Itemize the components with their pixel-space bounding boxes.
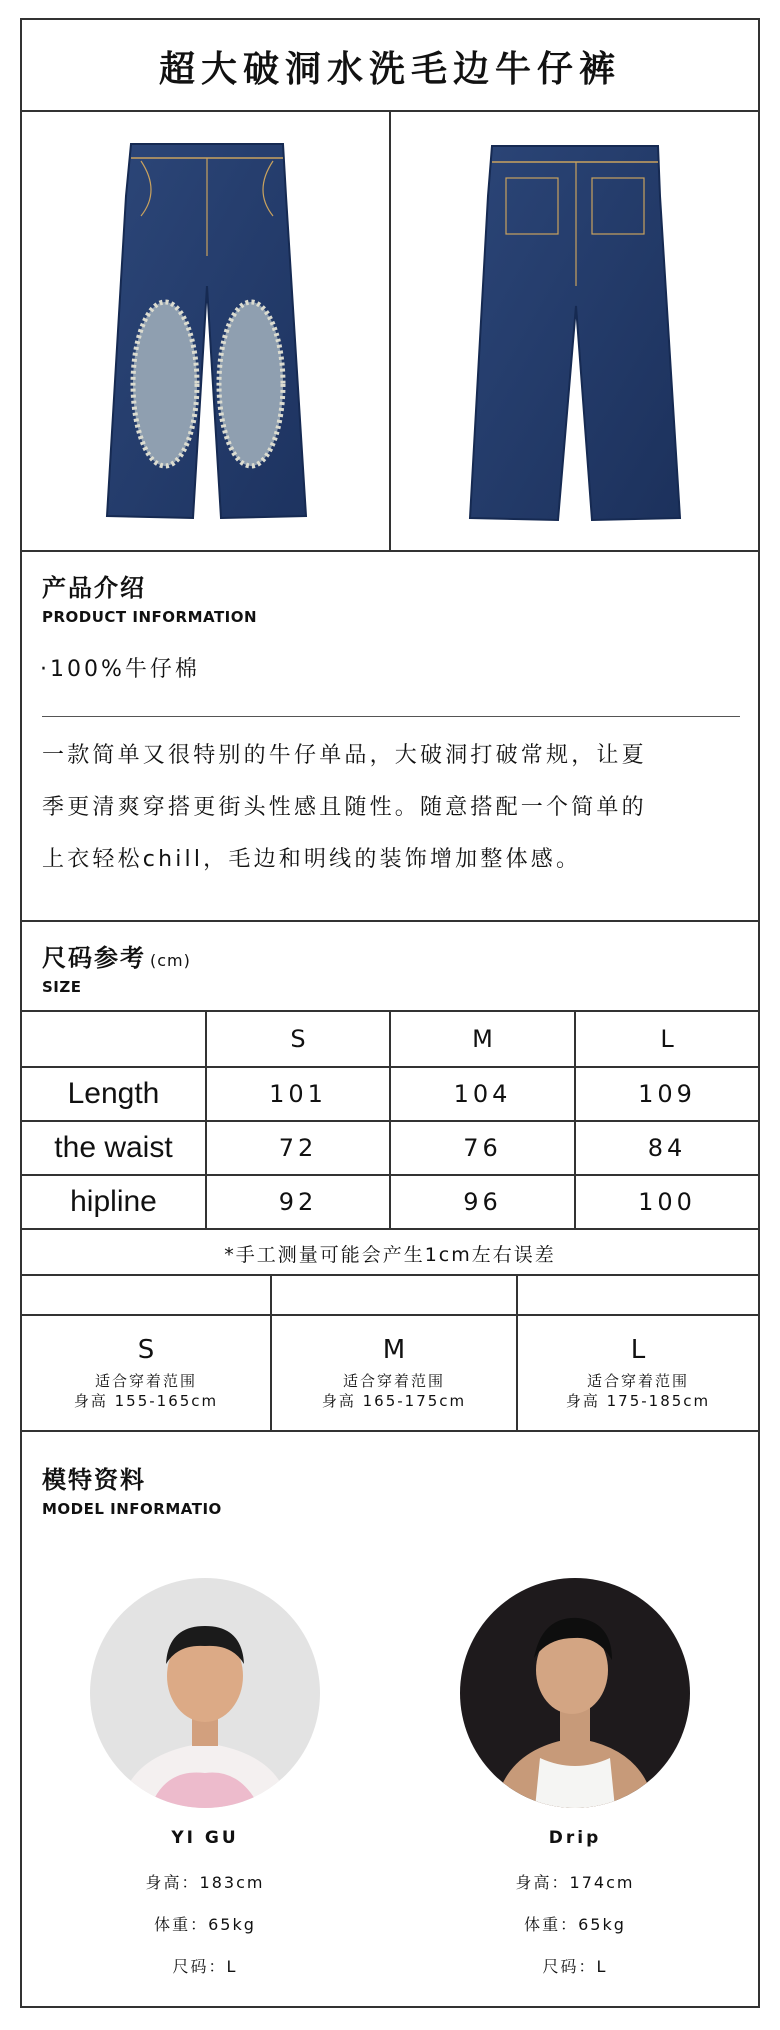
- model-size: 尺码：L: [542, 1957, 608, 1976]
- divider-line: [20, 1228, 760, 1230]
- jeans-back-photo: [391, 112, 758, 550]
- size-heading: [42, 938, 191, 973]
- size-column-header: L: [660, 1025, 674, 1053]
- model-height: 身高：174cm: [515, 1873, 635, 1892]
- model-avatar: [90, 1578, 320, 1808]
- table-row-label: hipline: [70, 1185, 157, 1218]
- table-cell: 92: [278, 1188, 318, 1216]
- description-line: 季更清爽穿搭更街头性感且随性。随意搭配一个简单的: [42, 795, 647, 820]
- model-avatar: [460, 1578, 690, 1808]
- size-column-header: S: [290, 1025, 306, 1053]
- fit-label: 适合穿着范围: [586, 1372, 689, 1390]
- table-cell: 101: [269, 1080, 327, 1108]
- fit-guide-s: [22, 1316, 270, 1430]
- size-subheading: SIZE: [42, 978, 82, 996]
- table-cell: 104: [453, 1080, 512, 1108]
- table-cell: 72: [278, 1134, 318, 1162]
- model-height: 身高：183cm: [145, 1873, 265, 1892]
- model-name: Drip: [548, 1828, 602, 1848]
- section-divider: [42, 716, 740, 717]
- fit-height-range: 身高 175-185cm: [565, 1392, 711, 1410]
- divider-line: [20, 920, 760, 922]
- fit-guide-m: [272, 1316, 516, 1430]
- fabric-composition: ·100%牛仔棉: [40, 657, 200, 682]
- model-subheading: MODEL INFORMATIO: [42, 1500, 222, 1518]
- table-row-label: the waist: [54, 1131, 173, 1164]
- divider-line: [20, 1430, 760, 1432]
- page-title: 超大破洞水洗毛边牛仔裤: [158, 48, 621, 90]
- divider-line: [20, 1274, 760, 1276]
- fit-label: 适合穿着范围: [94, 1372, 197, 1390]
- model-weight: 体重：65kg: [154, 1915, 256, 1934]
- model-size: 尺码：L: [172, 1957, 238, 1976]
- product-info-subheading: PRODUCT INFORMATION: [42, 608, 258, 626]
- size-unit: (cm): [150, 951, 191, 970]
- model-name: YI GU: [171, 1828, 239, 1848]
- divider-line: [20, 550, 760, 552]
- description-line: 上衣轻松chill，毛边和明线的装饰增加整体感。: [42, 847, 582, 872]
- product-description: [42, 730, 742, 886]
- jeans-front-photo: [22, 112, 389, 550]
- model-heading: 模特资料: [42, 1466, 146, 1494]
- fit-size: M: [382, 1335, 406, 1365]
- description-line: 一款简单又很特别的牛仔单品，大破洞打破常规，让夏: [42, 743, 647, 768]
- fit-size: L: [630, 1335, 646, 1365]
- table-cell: 76: [463, 1134, 502, 1162]
- fit-height-range: 身高 155-165cm: [73, 1392, 219, 1410]
- size-heading-text: 尺码参考: [42, 944, 146, 972]
- product-info-heading: 产品介绍: [42, 574, 146, 602]
- table-cell: 100: [638, 1188, 696, 1216]
- table-row-label: Length: [67, 1077, 160, 1110]
- table-cell: 96: [463, 1188, 502, 1216]
- fit-size: S: [137, 1335, 155, 1365]
- measurement-note: *手工测量可能会产生1cm左右误差: [224, 1243, 556, 1266]
- fit-guide-l: [518, 1316, 758, 1430]
- table-cell: 84: [647, 1134, 687, 1162]
- fit-height-range: 身高 165-175cm: [321, 1392, 467, 1410]
- model-weight: 体重：65kg: [524, 1915, 626, 1934]
- size-column-header: M: [472, 1025, 493, 1053]
- fit-label: 适合穿着范围: [342, 1372, 445, 1390]
- table-cell: 109: [638, 1080, 696, 1108]
